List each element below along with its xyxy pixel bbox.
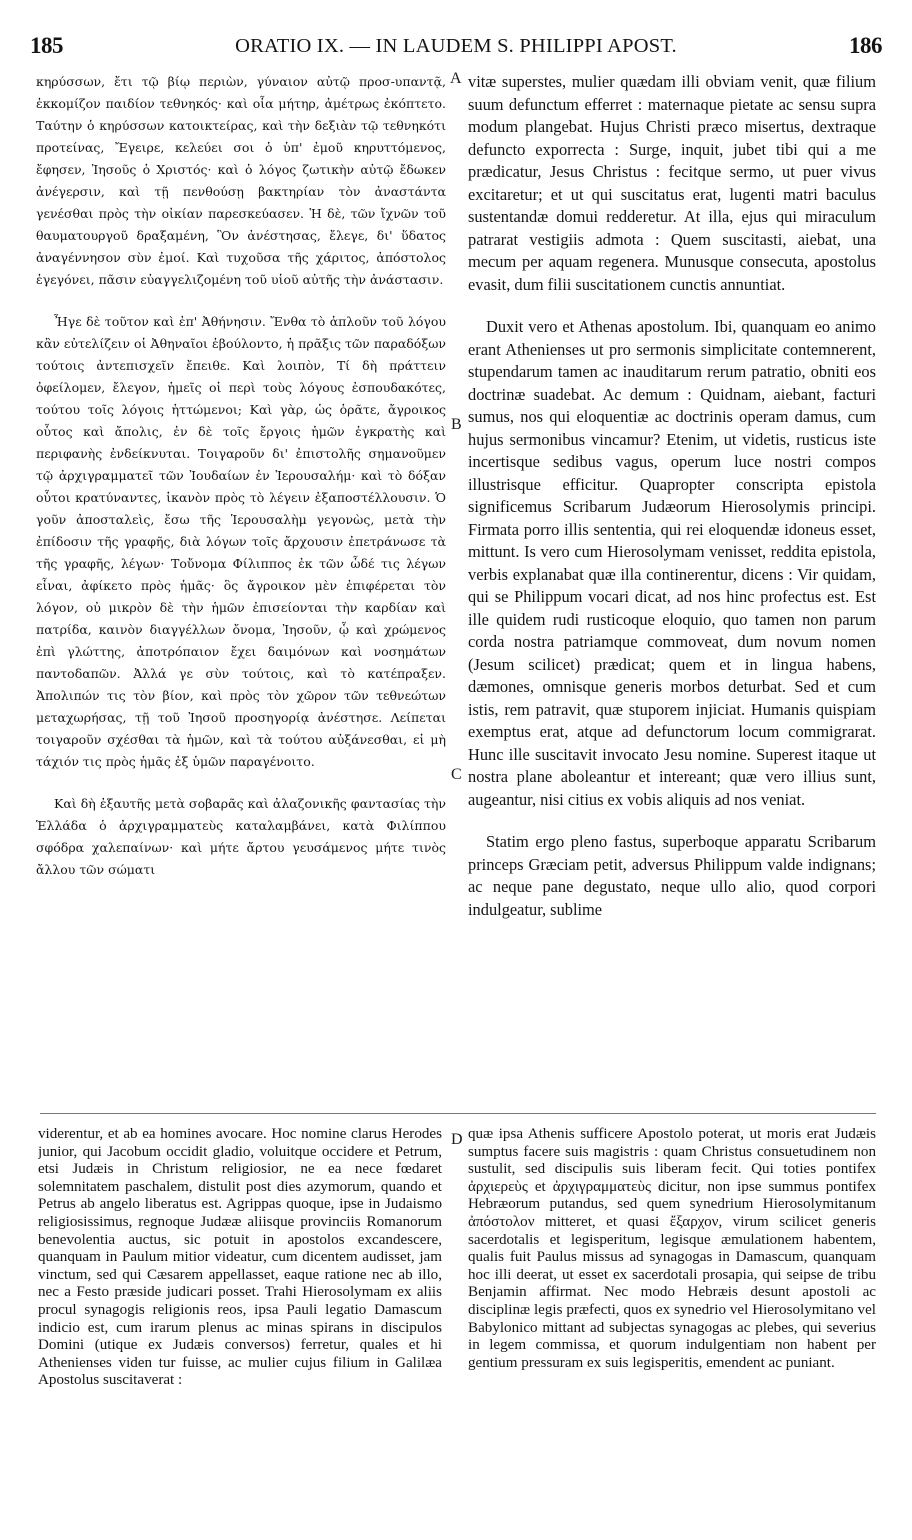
latin-paragraph: Statim ergo pleno fastus, superboque apparatu Scribarum princeps Græciam petit, adversus Philippum valde indignans; ac neque pane degustato, neque ullo alio, quod corpori indulgeatur, sublime [468,832,876,919]
latin-paragraph: Duxit vero et Athenas apostolum. Ibi, quanquam eo animo erant Athenienses ut pro sermonis simplicitate contemnerent, stupendarum tamen ac inauditarum rerum patratio, obniti eos doctrinæ suadebat. Ac demum : Quidnam, aiebant, facturi sumus, nos qui eloquentiæ ac doctrinis operam damus, cum hujus sermonibus vincamur? Etenim, ut videtis, rusticus iste incertisque sedibus vagus, operum luce nostri compos illustrisque efficitur. Quapropter conscripta epistola significemus Scribarum Judæorum Hierosolymis principi. Firmata porro illis sententia, qui rei eloquendæ idoneus esset, mittunt. Is vero cum Hierosolymam venisset, reddita epistola, verbis explanabat quæ illa continerentur, dicens : Vir quidam, qui se Philippum vocari dicat, ad nos hinc profectus est. Est ille quidem rudi rusticoque eloquio, quo tamen non parum corda nostra patriamque commoveat, dum novum nomen (Jesum scilicet) prædicat; quem et in lingua habens, dæmones, omnisque generis morbos deturbat. Sed et cum istis, rem patravit, quæ stuporem injiciat. Humanis quispiam exemptus erat, atque ad defunctorum locum commigrarat. Hunc ille suscitavit invocato Jesu nomine. Superest itaque ut nostra plane aboleantur et intereant; quæ vero illius sunt, augeantur, nisi citius ex vobis aliquis ad nos veniat. [468,317,876,809]
greek-paragraph: κηρύσσων, ἔτι τῷ βίῳ περιὼν, γύναιον αὐτῷ προσ-υπαντᾷ, ἐκκομίζον παιδίον τεθνηκός· καὶ οἷα μήτηρ, ἀμέτρως ἐκόπτετο. Ταύτην ὁ κηρύσσων κατοικτείρας, καὶ τὴν δεξιὰν τῷ τεθνηκότι προτείνας, Ἔγειρε, κελεύει σοι ὁ ὑπ' ἐμοῦ κηρυττόμενος, ἔφησεν, Ἰησοῦς ὁ Χριστός· καὶ ὁ λόγος ζωτικὴν αὐτῷ ἔδωκεν ἀνέγερσιν, καὶ τῇ πενθούσῃ βακτηρίαν τὸν ἀναστάντα γενέσθαι πρὸς τὴν οἰκίαν παρεσκεύασεν. Ἡ δὲ, τῶν ἴχνῶν τοῦ θαυματουργοῦ δραξαμένη, Ὃν ἀνέστησας, ἔλεγε, δι' ὕδατος ἀναγέννησον σὺν ἐμοί. Καὶ τυχοῦσα τῆς χάριτος, ἀπόστολος ἐγεγόνει, πᾶσιν εὐαγγελιζομένη τοῦ υἱοῦ αὐτῆς τὴν ἀνάστασιν. [36,74,446,287]
section-marker-b: B [451,416,462,433]
latin-text-column [468,71,876,1106]
footnote-text: viderentur, et ab ea homines avocare. Hoc nomine clarus Herodes junior, qui Jacobum occidit gladio, voluitque occidere et Petrum, etsi Judæis in Christum religiosior, ne ea nece fœdaret solemnitatem paschalem, distulit post dies azymorum, quando et Petrus ab angelo liberatus est. Agrippas quoque, ipse in Judaismo religiosissimus, regnoque Judææ aliisque provinciis Romanorum benevolentia auctus, sic potuit in apostolos excandescere, quanquam in Paulum mitior videatur, cum dicentem audisset, jam vinctum, sed qui Cæsarem appellasset, eaque ratione nec ab illo, nec a Festo præside judicari posset. Trahi Hierosolymam ex aliis procul synagogis religionis reos, ipsa Pauli legatio Damascum indicio est, cum irarum plenus ac minas spirans in discipulos Domini (utique ex Judæis conversos) ferretur, quales et hi Athenienses viden tur fuisse, ac mulier cujus filium in Galilæa Apostolus suscitaverat : [38,1126,442,1389]
page-number-right: 186 [849,33,882,58]
greek-paragraph: Καὶ δὴ ἐξαυτῆς μετὰ σοβαρᾶς καὶ ἀλαζονικῆς φαντασίας τὴν Ἑλλάδα ὁ ἀρχιγραμματεὺς καταλαμβάνει, κατὰ Φιλίππου σφόδρα χαλεπαίνων· καὶ μήτε ἄρτου γευσάμενος μήτε τινὸς ἄλλου τῶν σώματι [36,796,446,877]
section-marker-c: C [451,766,462,783]
section-marker-a: A [450,70,462,87]
footnote-column-right [468,1126,876,1526]
page-number-left: 185 [30,33,63,58]
latin-paragraph: vitæ superstes, mulier quædam illi obviam venit, quæ filium suum defunctum efferret : maternaque pietate ac sensu supra modum plangebat. Hujus Christi præco misertus, dextraque defuncto exporrecta : Surge, inquit, jubet tibi qui a me prædicatur, Jesus Christus : fecitque sermo, ut puer vivus excitaretur; et ut qui suscitatus erat, lugenti matri baculus sustentandæ domui redderetur. At illa, ejus qui miraculum patrarat vestigiis admota : Quem suscitasti, aiebat, una mecum per aquam regenera. Munusque consecuta, apostolus evasit, dum filii suscitationem cunctis annuntiat. [468,72,876,294]
running-header [30,32,882,62]
footnote-column-left [38,1126,442,1526]
greek-text-column [36,71,446,1106]
section-marker-d: D [451,1131,463,1148]
running-title: ORATIO IX. — IN LAUDEM S. PHILIPPI APOST. [235,35,677,57]
footnote-text: quæ ipsa Athenis sufficere Apostolo poterat, ut moris erat Judæis sumptus facere suis magistris : quam Christus consuetudinem non sustulit, sed discipulis suis liberam fecit. Qui toties pontifex ἀρχιερεὺς et ἀρχιγραμματεὺς dicitur, non ipse summus pontifex Hebræorum putandus, sed quem synedrium Hierosolymitanum ἀπόστολον mitteret, et quasi ἔξαρχον, virum scilicet generis sacerdotalis et legisperitum, legisque æmulationem habentem, qualis fuit Paulus missus ad synagogas in Damascum, quanquam hoc illi deerat, ut esset ex sacerdotali prosapia, qui seipse de tribu Benjamin affirmat. Nec modo Hebræis desunt apostoli ac disciplinæ legis præfecti, quos ex synedrio vel Hierosolymitano vel Babylonico mittant ad subjectas synagogas ac plebes, qui severius in legem commissa, et quorum indulgentiam non habent per gentium pressuram ex suis legisperitis, emendent ac puniant. [468,1126,876,1371]
notes-divider [40,1113,876,1114]
greek-paragraph: Ἦγε δὲ τοῦτον καὶ ἐπ' Ἀθήνησιν. Ἔνθα τὸ ἁπλοῦν τοῦ λόγου κἂν εὐτελίζειν οἱ Ἀθηναῖοι ἐβούλοντο, ἡ πρᾶξις τῶν παραδόξων τούτοις ἀντεπισχεῖν ἔπειθε. Καὶ λοιπὸν, Τί δὴ πράττειν ὀφείλομεν, ἔλεγον, ἡμεῖς οἱ περὶ τοὺς λόγους ἐσπουδακότες, τούτου τοῖς λόγοις ἡττώμενοι; Καὶ γὰρ, ὡς ὁρᾶτε, ἄγροικος οὗτος καὶ ἄπολις, ἐν δὲ τοῖς ἔργοις ἡμῶν ἐγκρατὴς καὶ περιφανὴς ἐνδείκνυται. Τοιγαροῦν δι' ἐπιστολῆς σημανοῦμεν τῷ ἀρχιγραμματεῖ τῶν Ἰουδαίων ἐν Ἱερουσαλήμ· καὶ τὸ δόξαν οὗτοι κρατύναντες, ἱκανὸν πρὸς τὸ λέγειν ἐξαποστέλλουσιν. Ὁ γοῦν ἀποσταλεὶς, ἔσω τῆς Ἱερουσαλὴμ γεγονὼς, μετὰ τὴν ἐπίδοσιν τῆς γραφῆς, διὰ λόγων τοῖς ἄρχουσιν ἐπετράνωσε τὰ τῆς γραφῆς, λέγων· Τοὔνομα Φίλιππος ἐκ τῶν ὧδέ τις λέγων εἶναι, ἀφίκετο πρὸς ἡμᾶς· ὃς ἄγροικον μὲν ἐπιφέρεται τὸν λόγον, οὐ μικρὸν δὲ τὴν ἡμῶν ἐπισείονται τὴν καρδίαν καὶ πατρίδα, καινὸν διαγγέλλων ὄνομα, Ἰησοῦν, ᾧ καὶ χρώμενος ἐπὶ γλώττης, ἀποτρόπαιον ἔχει δαιμόνων καὶ νοσημάτων παντοδαπῶν. Ἀλλά γε σὺν τούτοις, καὶ τὸ κατέπραξεν. Ἀπολιπών τις τὸν βίον, καὶ πρὸς τὸν χῶρον τῶν τεθνεώτων μεταχωρήσας, τῇ τοῦ Ἰησοῦ προσηγορίᾳ ἀνέστησε. Λείπεται τοιγαροῦν σχέσθαι τὰ ἡμῶν, καὶ τὰ τούτου αὐξάνεσθαι, εἰ μὴ τάχιόν τις πρὸς ἡμᾶς ἐξ ὑμῶν παραγένοιτο. [36,314,446,769]
